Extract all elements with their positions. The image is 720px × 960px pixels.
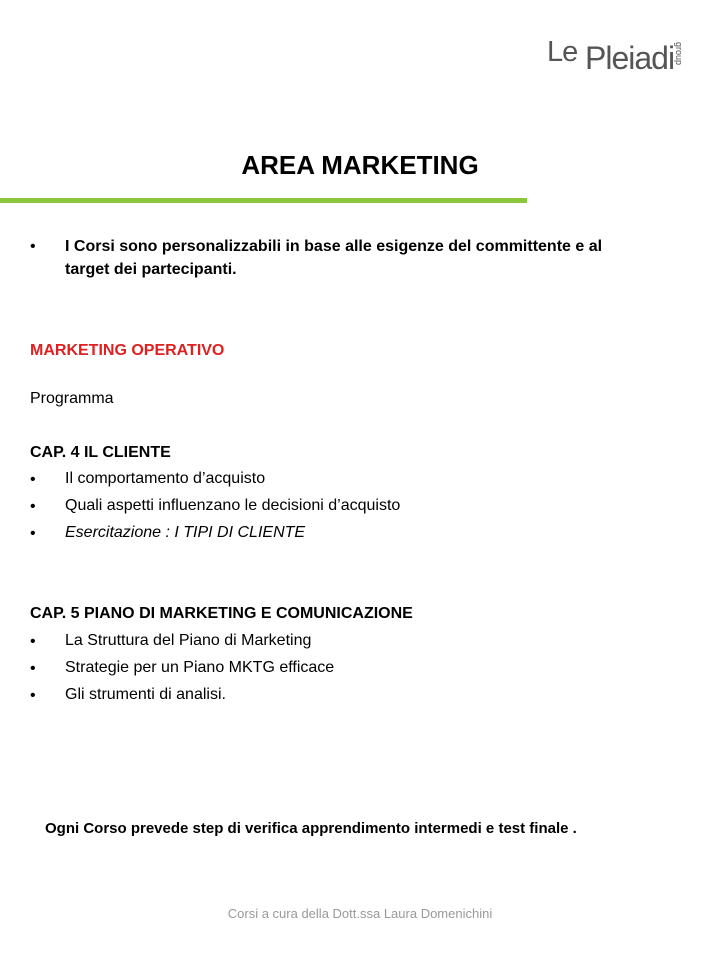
bullet-icon: • [30,687,36,704]
cap5-item: Strategie per un Piano MKTG efficace [65,659,335,676]
footer-credit: Corsi a cura della Dott.ssa Laura Domenichini [227,906,493,921]
cap5-item: La Struttura del Piano di Marketing [65,632,312,649]
intro-line-1: I Corsi sono personalizzabili in base alle esigenze del committente e al [65,238,603,255]
cap4-item: Quali aspetti influenzano le decisioni d’acquisto [65,497,401,514]
cap4-heading: CAP. 4 IL CLIENTE [30,444,171,461]
bullet-icon: • [30,238,36,255]
cap4-exercise: Esercitazione : I TIPI DI CLIENTE [65,524,306,541]
logo-le: Le [547,36,578,68]
logo-pleiadi: Pleiadi [585,40,675,76]
section-heading: MARKETING OPERATIVO [30,342,225,359]
green-divider [0,198,527,203]
company-logo [547,36,697,76]
cap4-item: Il comportamento d’acquisto [65,470,266,487]
logo-group: group [674,42,684,66]
cap5-heading: CAP. 5 PIANO DI MARKETING E COMUNICAZIONE [30,605,413,622]
verification-note: Ogni Corso prevede step di verifica apprendimento intermedi e test finale . [45,820,577,837]
bullet-icon: • [30,660,36,677]
bullet-icon: • [30,525,36,542]
bullet-icon: • [30,633,36,650]
page-title: AREA MARKETING [241,150,479,180]
cap5-item: Gli strumenti di analisi. [65,686,226,703]
bullet-icon: • [30,471,36,488]
intro-line-2: target dei partecipanti. [65,261,237,278]
bullet-icon: • [30,498,36,515]
programma-label: Programma [30,390,114,407]
